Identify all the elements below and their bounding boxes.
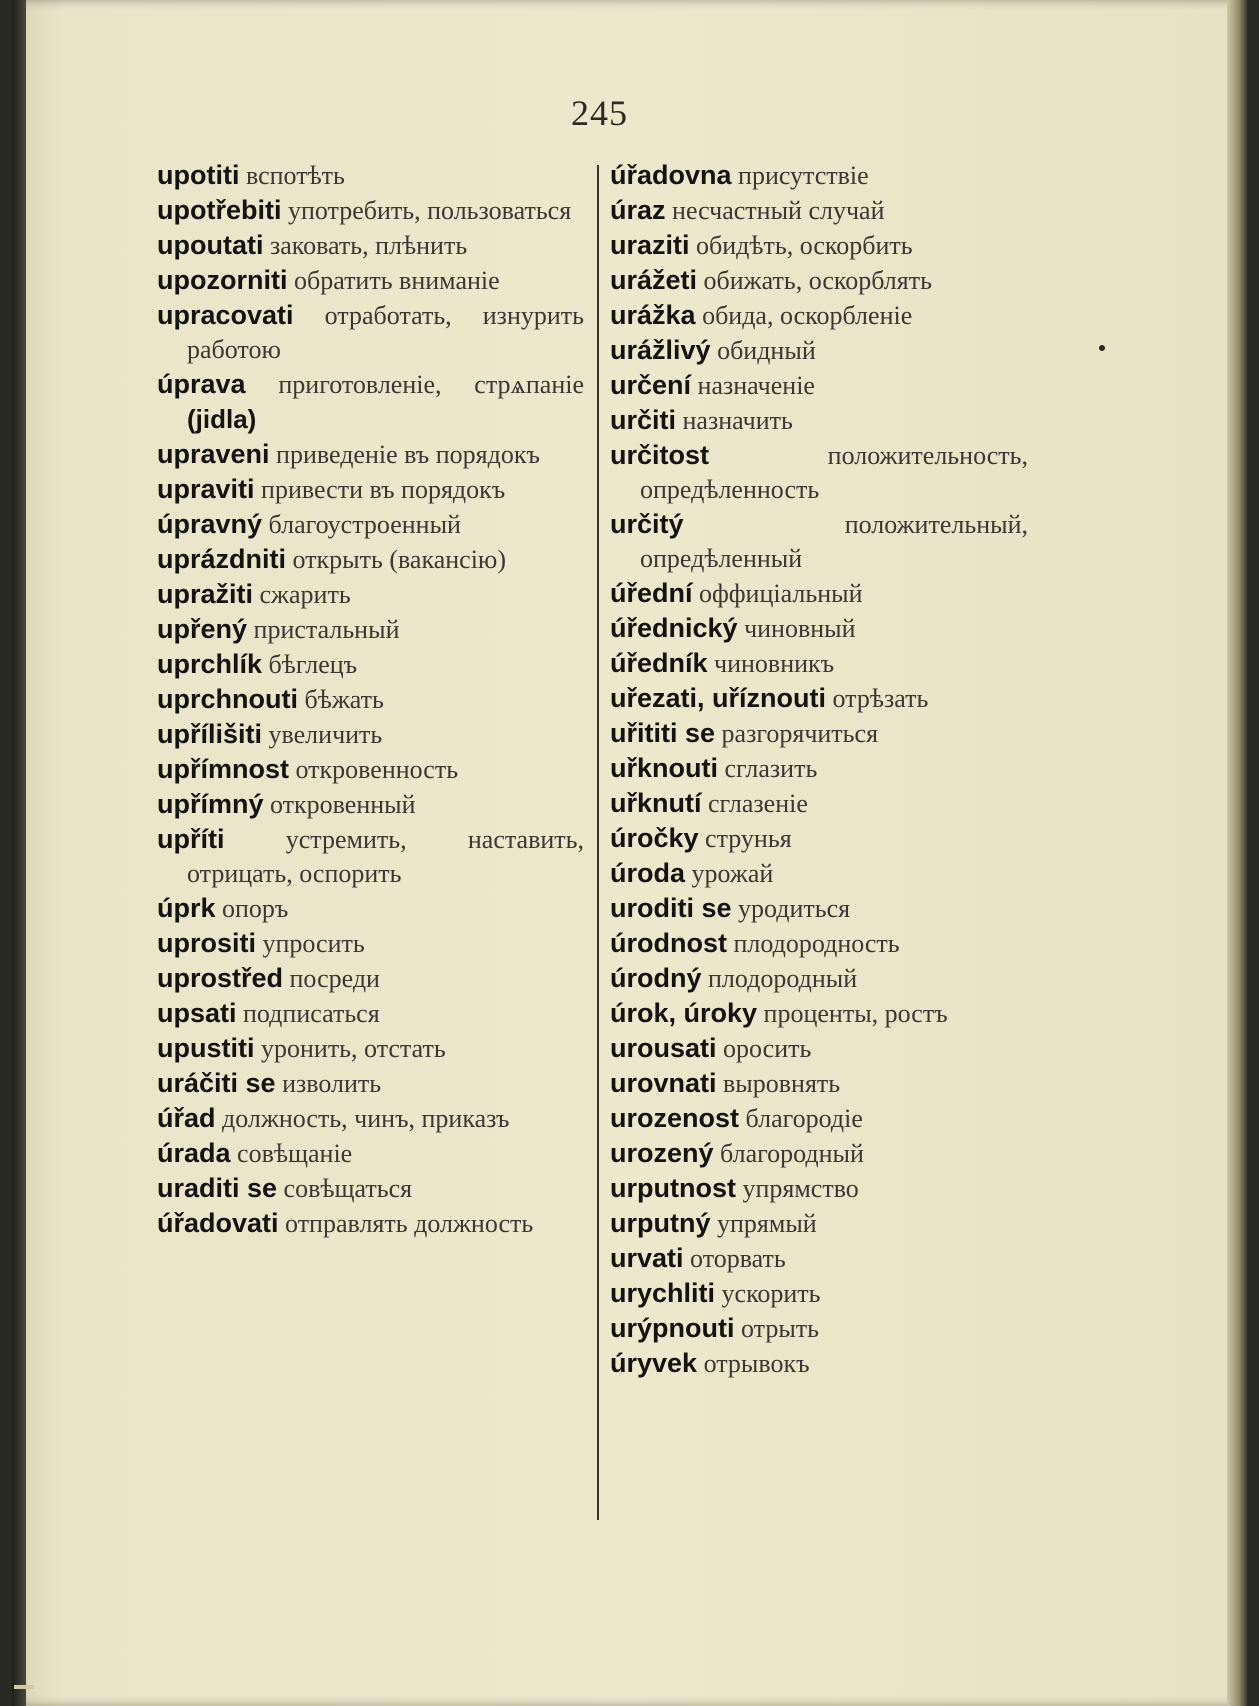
- translation: совѣщаться: [283, 1174, 413, 1203]
- translation: сглазить: [724, 754, 818, 783]
- translation: приготовленіе, стрѧпаніе: [278, 370, 584, 399]
- headword: upražiti: [157, 579, 254, 609]
- dictionary-entry: [157, 1031, 584, 1066]
- dictionary-entry: [610, 821, 1028, 856]
- translation: разгорячиться: [721, 719, 879, 748]
- translation: изволить: [282, 1069, 382, 1098]
- dictionary-entry: [610, 891, 1028, 926]
- translation: употребить, пользоваться: [287, 196, 572, 225]
- headword: úprava: [157, 369, 246, 399]
- dictionary-entry: [610, 507, 1028, 576]
- headword: úřední: [610, 578, 693, 608]
- headword: upraviti: [157, 474, 255, 504]
- dictionary-entry: [610, 1136, 1028, 1171]
- dictionary-entry: [157, 822, 584, 891]
- headword: uprchlík: [157, 649, 263, 679]
- book-spine: [12, 0, 26, 1706]
- dictionary-entry: [610, 681, 1028, 716]
- headword: úrada: [157, 1138, 231, 1168]
- headword: upotřebiti: [157, 195, 282, 225]
- translation: плодородность: [733, 929, 900, 958]
- translation: обратить вниманіе: [293, 266, 500, 295]
- dictionary-entry: [610, 1346, 1028, 1381]
- translation: обижать, оскорблять: [703, 266, 932, 295]
- translation: обидѣть, оскорбить: [696, 231, 913, 260]
- translation: урожай: [691, 859, 774, 888]
- headword: úrodný: [610, 963, 702, 993]
- translation: заковать, плѣнить: [269, 231, 468, 260]
- translation: положительный, опредѣленный: [640, 510, 1028, 573]
- headword: úředník: [610, 648, 708, 678]
- dictionary-entry: [610, 646, 1028, 681]
- headword: uprázdniti: [157, 544, 286, 574]
- dictionary-entry: [610, 298, 1028, 333]
- dictionary-entry: [157, 158, 584, 193]
- headword: urážka: [610, 300, 696, 330]
- headword: upříti: [157, 824, 225, 854]
- page-edge: [1227, 0, 1247, 1706]
- dictionary-entry: [610, 611, 1028, 646]
- translation: оторвать: [690, 1244, 786, 1273]
- dictionary-entry: [157, 891, 584, 926]
- dictionary-entry: [610, 751, 1028, 786]
- dictionary-entry: [610, 438, 1028, 507]
- dictionary-entry: [157, 472, 584, 507]
- left-column: [157, 158, 584, 1241]
- headword: urovnati: [610, 1068, 717, 1098]
- headword: úřadovna: [610, 160, 732, 190]
- dictionary-entry: [610, 786, 1028, 821]
- translation: открыть (вакансію): [292, 545, 507, 574]
- right-column: [610, 158, 1028, 1381]
- headword: určitý: [610, 509, 684, 539]
- headword: uprostřed: [157, 963, 284, 993]
- headword: úroda: [610, 858, 686, 888]
- headword: uřknouti: [610, 753, 718, 783]
- column-divider: [597, 165, 599, 1520]
- headword: urýpnouti: [610, 1313, 735, 1343]
- dictionary-entry: [157, 926, 584, 961]
- headword: určiti: [610, 405, 677, 435]
- corner-mark: [14, 1685, 34, 1689]
- dictionary-entry: [610, 1241, 1028, 1276]
- translation: устремить, наставить, отрицать, оспорить: [187, 825, 584, 888]
- headword: úryvek: [610, 1348, 698, 1378]
- dictionary-entry: [157, 1136, 584, 1171]
- translation: привести въ порядокъ: [261, 475, 506, 504]
- dictionary-entry: [610, 716, 1028, 751]
- translation: увеличить: [268, 720, 383, 749]
- translation: вспотѣть: [245, 161, 345, 190]
- dictionary-entry: [610, 263, 1028, 298]
- headword: urychliti: [610, 1278, 716, 1308]
- dictionary-entry: [610, 576, 1028, 611]
- translation: отрѣзать: [832, 684, 929, 713]
- headword: úřad: [157, 1103, 216, 1133]
- translation: сжарить: [259, 580, 351, 609]
- dictionary-entry: [157, 647, 584, 682]
- dictionary-entry: [157, 1171, 584, 1206]
- translation: положительность, опредѣленность: [640, 441, 1028, 504]
- dictionary-entry: [157, 577, 584, 612]
- dictionary-entry: [610, 1311, 1028, 1346]
- dictionary-entry: [157, 507, 584, 542]
- headword: urputnost: [610, 1173, 736, 1203]
- headword: upraveni: [157, 439, 270, 469]
- headword: urousati: [610, 1033, 717, 1063]
- headword: upřený: [157, 614, 248, 644]
- translation: благородіе: [745, 1104, 863, 1133]
- translation: пристальный: [253, 615, 400, 644]
- dictionary-entry: [157, 542, 584, 577]
- dictionary-entry: [610, 1171, 1028, 1206]
- translation: обида, оскорбленіе: [702, 301, 913, 330]
- translation: выровнять: [723, 1069, 841, 1098]
- translation: посреди: [289, 964, 380, 993]
- headword: uprchnouti: [157, 684, 298, 714]
- gloss-note: (jidla): [187, 404, 257, 434]
- translation: оросить: [723, 1034, 812, 1063]
- headword: urozený: [610, 1138, 714, 1168]
- headword: uraziti: [610, 230, 690, 260]
- translation: отработать, изнурить работою: [187, 301, 584, 364]
- translation: упрямый: [717, 1209, 817, 1238]
- translation: несчастный случай: [672, 196, 885, 225]
- dictionary-entry: [157, 193, 584, 228]
- dictionary-entry: [610, 193, 1028, 228]
- translation: назначить: [682, 406, 793, 435]
- translation: подписаться: [243, 999, 380, 1028]
- dictionary-entry: [610, 228, 1028, 263]
- headword: úročky: [610, 823, 699, 853]
- dictionary-entry: [157, 1206, 584, 1241]
- translation: благородный: [720, 1139, 864, 1168]
- headword: uprositi: [157, 928, 256, 958]
- headword: úrodnost: [610, 928, 727, 958]
- headword: určitost: [610, 440, 710, 470]
- headword: úprk: [157, 893, 216, 923]
- dictionary-entry: [610, 1031, 1028, 1066]
- dictionary-entry: [610, 961, 1028, 996]
- translation: ускорить: [721, 1279, 821, 1308]
- dictionary-entry: [610, 1101, 1028, 1136]
- translation: бѣжать: [304, 685, 384, 714]
- dictionary-entry: [157, 437, 584, 472]
- translation: благоустроенный: [268, 510, 461, 539]
- translation: сглазеніе: [708, 789, 808, 818]
- translation: приведеніе въ порядокъ: [276, 440, 540, 469]
- dictionary-entry: [610, 996, 1028, 1031]
- headword: úřadovati: [157, 1208, 279, 1238]
- translation: бѣглецъ: [268, 650, 358, 679]
- translation: оффиціальный: [699, 579, 863, 608]
- translation: уродиться: [738, 894, 851, 923]
- dictionary-entry: [157, 996, 584, 1031]
- dictionary-entry: [610, 1066, 1028, 1101]
- headword: uráčiti se: [157, 1068, 276, 1098]
- headword: úřednický: [610, 613, 738, 643]
- headword: úpravný: [157, 509, 263, 539]
- translation: уронить, отстать: [260, 1034, 446, 1063]
- translation: совѣщаніе: [237, 1139, 353, 1168]
- dictionary-entry: [157, 752, 584, 787]
- dictionary-entry: [157, 367, 584, 437]
- dictionary-entry: [157, 717, 584, 752]
- translation: откровенный: [270, 790, 416, 819]
- headword: upotiti: [157, 160, 240, 190]
- headword: uraditi se: [157, 1173, 278, 1203]
- translation: откровенность: [295, 755, 459, 784]
- translation: упрямство: [742, 1174, 859, 1203]
- translation: должность, чинъ, приказъ: [222, 1104, 510, 1133]
- translation: проценты, ростъ: [763, 999, 948, 1028]
- ink-dot: [1099, 345, 1105, 351]
- headword: uřezati, uříznouti: [610, 683, 826, 713]
- translation: отрыть: [740, 1314, 820, 1343]
- dictionary-entry: [610, 856, 1028, 891]
- translation: присутствіе: [738, 161, 869, 190]
- book-page: [12, 0, 1247, 1706]
- dictionary-entry: [610, 1206, 1028, 1241]
- headword: upracovati: [157, 300, 294, 330]
- dictionary-entry: [157, 787, 584, 822]
- headword: úrok, úroky: [610, 998, 758, 1028]
- headword: upustiti: [157, 1033, 255, 1063]
- translation: плодородный: [708, 964, 858, 993]
- headword: urvati: [610, 1243, 684, 1273]
- dictionary-entry: [610, 403, 1028, 438]
- dictionary-entry: [157, 961, 584, 996]
- dictionary-entry: [157, 263, 584, 298]
- dictionary-entry: [610, 368, 1028, 403]
- dictionary-entry: [610, 1276, 1028, 1311]
- headword: upsati: [157, 998, 237, 1028]
- translation: назначеніе: [697, 371, 815, 400]
- translation: упросить: [262, 929, 365, 958]
- headword: upřímný: [157, 789, 264, 819]
- dictionary-entry: [157, 612, 584, 647]
- dictionary-entry: [157, 298, 584, 367]
- dictionary-entry: [157, 228, 584, 263]
- translation: отправлять должность: [285, 1209, 534, 1238]
- dictionary-entry: [610, 158, 1028, 193]
- headword: urážeti: [610, 265, 698, 295]
- dictionary-entry: [610, 333, 1028, 368]
- headword: upozorniti: [157, 265, 288, 295]
- page-number: 245: [571, 93, 628, 133]
- headword: uřknutí: [610, 788, 702, 818]
- headword: úraz: [610, 195, 666, 225]
- headword: urozenost: [610, 1103, 740, 1133]
- headword: uřititi se: [610, 718, 716, 748]
- dictionary-entry: [610, 926, 1028, 961]
- dictionary-entry: [157, 1101, 584, 1136]
- translation: струнья: [705, 824, 792, 853]
- headword: urážlivý: [610, 335, 711, 365]
- headword: upoutati: [157, 230, 264, 260]
- headword: upřílišiti: [157, 719, 263, 749]
- translation: чиновный: [744, 614, 856, 643]
- translation: чиновникъ: [714, 649, 835, 678]
- dictionary-entry: [157, 1066, 584, 1101]
- translation: обидный: [717, 336, 816, 365]
- translation: опоръ: [222, 894, 289, 923]
- headword: urputný: [610, 1208, 711, 1238]
- headword: upřímnost: [157, 754, 289, 784]
- dictionary-entry: [157, 682, 584, 717]
- translation: отрывокъ: [703, 1349, 810, 1378]
- headword: určení: [610, 370, 692, 400]
- headword: uroditi se: [610, 893, 732, 923]
